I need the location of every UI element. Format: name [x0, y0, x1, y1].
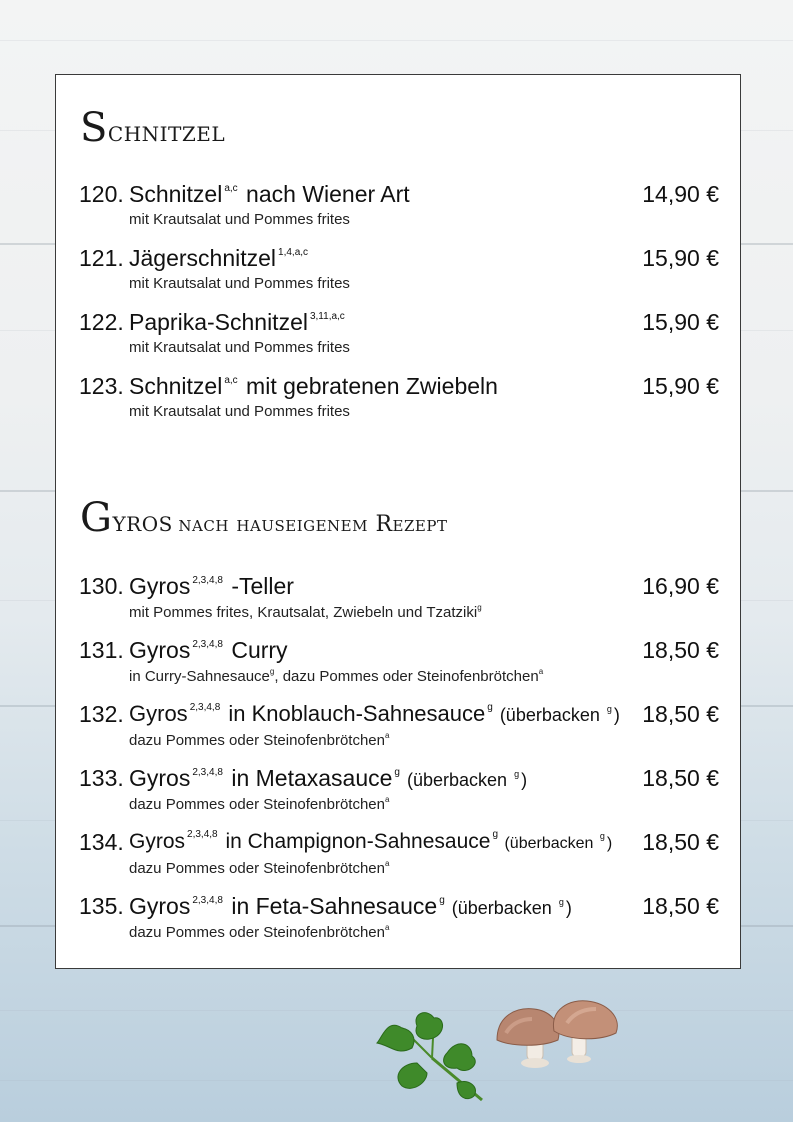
item-price: 18,50 € [642, 701, 719, 727]
menu-item [79, 829, 719, 885]
item-price: 18,50 € [642, 765, 719, 791]
item-description: mit Krautsalat und Pommes frites [129, 403, 350, 420]
item-number: 121. [79, 245, 124, 271]
item-price: 15,90 € [642, 373, 719, 399]
allergen-codes: a,c [224, 375, 238, 386]
item-number: 133. [79, 765, 124, 791]
item-number: 134. [79, 829, 124, 855]
item-number: 132. [79, 701, 124, 727]
section-subtitle: nach hauseigenem Rezept [178, 512, 448, 537]
section-title-gyros [80, 495, 447, 541]
allergen-codes: 2,3,4,8 [192, 895, 223, 906]
allergen-codes: 3,11,a,c [309, 311, 345, 322]
menu-item [79, 245, 719, 301]
item-name: Gyros $^{2,3,4,8}$ in Knoblauch-Sahnesauce $^g$ (überbacken $^g$ ) [129, 701, 620, 726]
mushroom-icon [492, 995, 627, 1075]
item-price: 15,90 € [642, 245, 719, 271]
item-name: Jägerschnitzel $^{1,4,a,c}$ [129, 245, 309, 271]
item-number: 131. [79, 637, 124, 663]
item-description: mit Krautsalat und Pommes frites [129, 275, 350, 292]
item-price: 14,90 € [642, 181, 719, 207]
item-description: dazu Pommes oder Steinofenbrötchen$^a$ [129, 923, 390, 941]
menu-item [79, 637, 719, 693]
menu-item [79, 701, 719, 757]
item-number: 123. [79, 373, 124, 399]
item-price: 15,90 € [642, 309, 719, 335]
allergen-codes: 2,3,4,8 [187, 829, 218, 840]
allergen-codes: 2,3,4,8 [192, 575, 223, 586]
item-description: mit Krautsalat und Pommes frites [129, 339, 350, 356]
item-name: Gyros $^{2,3,4,8}$ Curry [129, 637, 288, 663]
item-number: 122. [79, 309, 124, 335]
item-price: 18,50 € [642, 893, 719, 919]
item-description: dazu Pommes oder Steinofenbrötchen$^a$ [129, 795, 390, 813]
item-description: in Curry-Sahnesauce$^g$, dazu Pommes oder Steinofenbrötchen$^a$ [129, 667, 544, 685]
menu-card [55, 74, 741, 969]
allergen-codes: 1,4,a,c [278, 247, 309, 258]
item-number: 120. [79, 181, 124, 207]
menu-item [79, 373, 719, 429]
item-description: mit Krautsalat und Pommes frites [129, 211, 350, 228]
item-price: 18,50 € [642, 637, 719, 663]
title-rest: yros [112, 505, 173, 538]
menu-item [79, 893, 719, 949]
item-name: Schnitzel $^{a,c}$ mit gebratenen Zwiebeln [129, 373, 498, 399]
item-description: dazu Pommes oder Steinofenbrötchen$^a$ [129, 731, 390, 749]
title-rest: chnitzel [107, 115, 226, 148]
allergen-codes: 2,3,4,8 [192, 767, 223, 778]
parsley-icon [372, 1008, 497, 1103]
menu-item [79, 573, 719, 629]
item-name: Gyros $^{2,3,4,8}$ in Metaxasauce $^g$ (überbacken $^g$ ) [129, 765, 528, 791]
menu-item [79, 765, 719, 821]
item-name: Gyros $^{2,3,4,8}$ -Teller [129, 573, 294, 599]
item-description: dazu Pommes oder Steinofenbrötchen$^a$ [129, 859, 390, 877]
item-description: mit Pommes frites, Krautsalat, Zwiebeln und Tzatziki$^g$ [129, 603, 482, 621]
menu-item [79, 181, 719, 237]
allergen-codes: a,c [224, 183, 238, 194]
allergen-codes: 2,3,4,8 [189, 702, 221, 713]
menu-item [79, 309, 719, 365]
title-initial: S [80, 105, 108, 151]
item-name: Gyros $^{2,3,4,8}$ in Feta-Sahnesauce $^g$ (überbacken $^g$ ) [129, 893, 572, 919]
item-name: Paprika-Schnitzel $^{3,11,a,c}$ [129, 309, 345, 335]
item-price: 16,90 € [642, 573, 719, 599]
allergen-codes: 2,3,4,8 [192, 639, 223, 650]
item-number: 130. [79, 573, 124, 599]
item-number: 135. [79, 893, 124, 919]
title-initial: G [80, 495, 113, 541]
item-name: Gyros $^{2,3,4,8}$ in Champignon-Sahnesauce $^g$ (überbacken $^g$ ) [129, 829, 613, 853]
section-title-schnitzel [80, 105, 225, 151]
item-price: 18,50 € [642, 829, 719, 855]
item-name: Schnitzel $^{a,c}$ nach Wiener Art [129, 181, 410, 207]
